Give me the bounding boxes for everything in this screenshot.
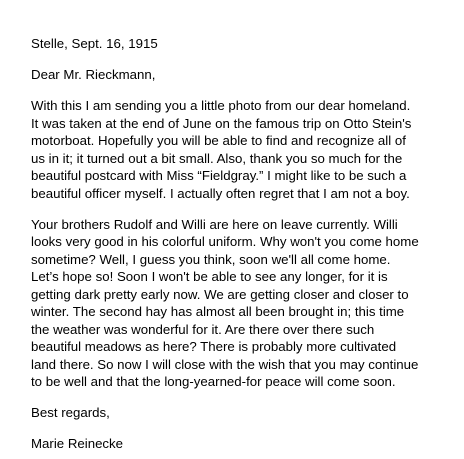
paragraph-line: us in it; it turned out a bit small. Also, thank you so much for the [31,151,403,166]
paragraph-line: beautiful meadows as here? There is probably more cultivated [31,339,397,354]
paragraph-line: motorboat. Hopefully you will be able to find and recognize all of [31,133,406,148]
paragraph-line: getting dark pretty early now. We are getting closer and closer to [31,287,409,302]
paragraph-line: to be well and that the long-yearned-for peace will come soon. [31,374,396,389]
paragraph-line: Your brothers Rudolf and Willi are here on leave currently. Willi [31,217,398,232]
paragraph-line: beautiful postcard with Miss “Fieldgray.” I might like to be such a [31,168,407,183]
paragraph-line: looks very good in his colorful uniform. Why won't you come home [31,234,419,249]
date-line: Stelle, Sept. 16, 1915 [31,36,158,51]
paragraph-line: the weather was wonderful for it. Are there over there such [31,322,375,337]
paragraph-line: land there. So now I will close with the wish that you may continue [31,357,419,372]
paragraph-line: With this I am sending you a little photo from our dear homeland. [31,98,411,113]
closing: Best regards, [31,405,110,420]
paragraph-line: beautiful officer myself. I actually often regret that I am not a boy. [31,186,410,201]
paragraph-line: It was taken at the end of June on the famous trip on Otto Stein's [31,116,412,131]
paragraph-line: Let’s hope so! Soon I won't be able to see any longer, for it is [31,269,388,284]
signature: Marie Reinecke [31,436,124,451]
paragraph-line: winter. The second hay has almost all been brought in; this time [31,304,405,319]
salutation: Dear Mr. Rieckmann, [31,67,156,82]
paragraph-line: sometime? Well, I guess you think, soon we'll all come home. [31,252,391,267]
